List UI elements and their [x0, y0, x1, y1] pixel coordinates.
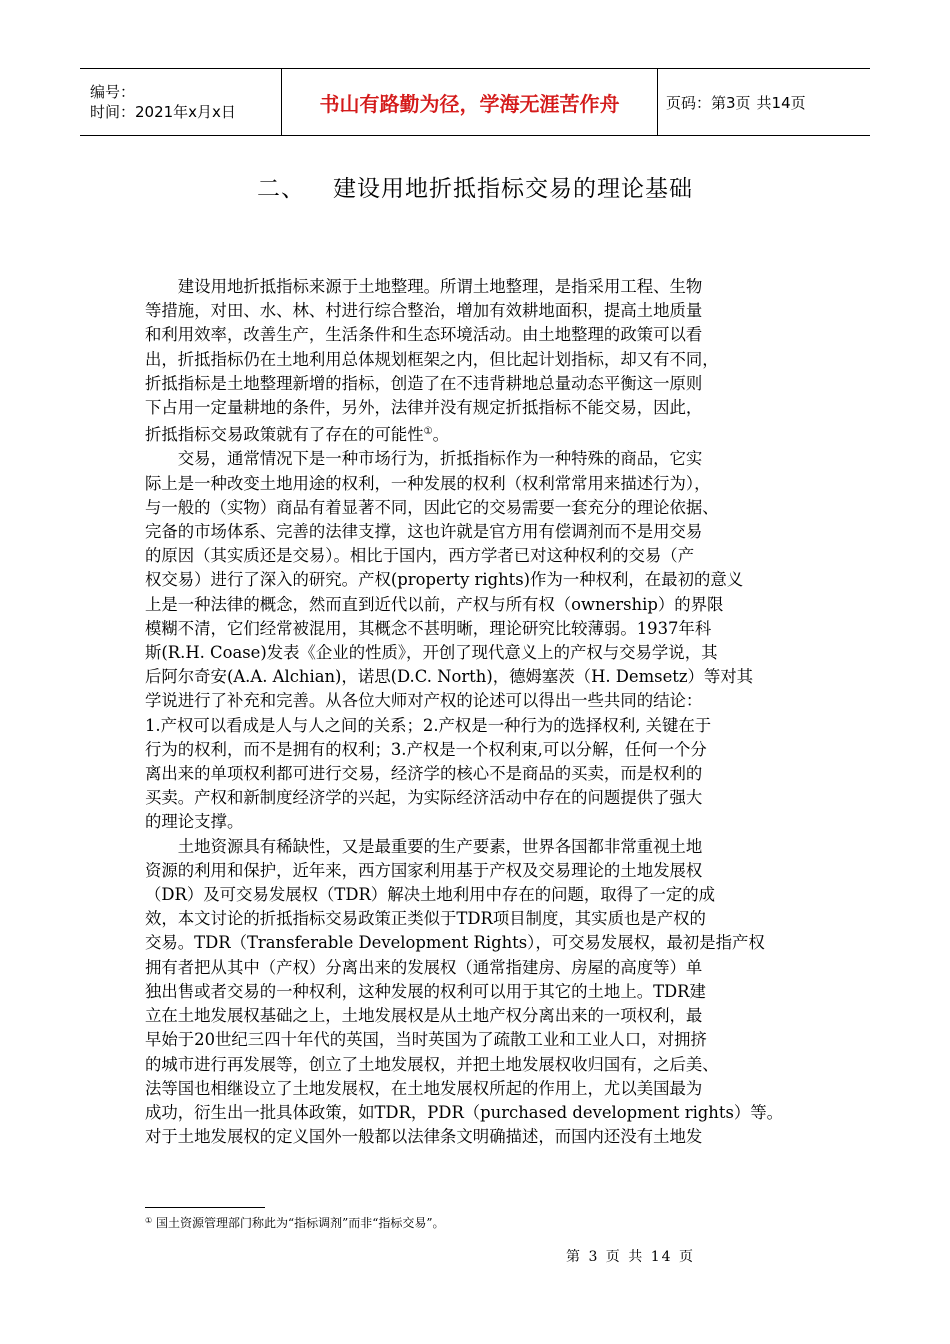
text-line: 效，本文讨论的折抵指标交易政策正类似于TDR项目制度，其实质也是产权的	[145, 909, 706, 929]
text-line: 等措施，对田、水、林、村进行综合整治，增加有效耕地面积，提高土地质量	[145, 301, 703, 321]
section-number: 二、	[257, 176, 305, 202]
footnote-text: 国土资源管理部门称此为“指标调剂”而非“指标交易”。	[156, 1216, 445, 1230]
text-line: 与一般的（实物）商品有着显著不同，因此它的交易需要一套充分的理论依据、	[145, 497, 719, 517]
text-line: 上是一种法律的概念，然而直到近代以前，产权与所有权（ownership）的界限	[145, 594, 724, 614]
text-line: 斯(R.H. Coase)发表《企业的性质》，开创了现代意义上的产权与交易学说，其	[145, 643, 718, 663]
number-label: 编号：	[90, 83, 136, 101]
header-meta	[80, 69, 282, 135]
text-line: 交易，通常情况下是一种市场行为，折抵指标作为一种特殊的商品，它实	[177, 449, 703, 469]
text-line: 土地资源具有稀缺性，又是最重要的生产要素，世界各国都非常重视土地	[177, 836, 703, 856]
text-line: 离出来的单项权利都可进行交易，经济学的核心不是商品的买卖，而是权利的	[145, 764, 703, 784]
footnote	[145, 1213, 445, 1231]
section-title	[0, 170, 950, 203]
text-line: 折抵指标是土地整理新增的指标，创造了在不违背耕地总量动态平衡这一原则	[145, 373, 703, 393]
text-line: 模糊不清，它们经常被混用，其概念不甚明晰，理论研究比较薄弱。1937年科	[145, 618, 712, 638]
text-fragment: 折抵指标交易政策就有了存在的可能性	[145, 425, 424, 445]
text-line: 资源的利用和保护，近年来，西方国家利用基于产权及交易理论的土地发展权	[145, 860, 703, 880]
text-line: 交易。TDR（Transferable Development Rights），可交易发展权，最初是指产权	[145, 933, 765, 953]
text-fragment: 。	[432, 425, 449, 445]
text-line: 学说进行了补充和完善。从各位大师对产权的论述可以得出一些共同的结论：	[145, 691, 703, 711]
section-title-text: 建设用地折抵指标交易的理论基础	[333, 176, 693, 202]
text-line: 的理论支撑。	[145, 812, 244, 832]
text-line: 出，折抵指标仍在土地利用总体规划框架之内，但比起计划指标，却又有不同，	[145, 349, 719, 369]
footnote-mark: ①	[145, 1216, 153, 1225]
text-line: （DR）及可交易发展权（TDR）解决土地利用中存在的问题，取得了一定的成	[145, 885, 716, 905]
text-line: 行为的权利，而不是拥有的权利；3.产权是一个权利束,可以分解，任何一个分	[145, 739, 707, 759]
footnote-divider	[145, 1207, 265, 1208]
text-line: 完备的市场体系、完善的法律支撑，这也许就是官方用有偿调剂而不是用交易	[145, 522, 703, 542]
text-line-last	[145, 420, 813, 447]
paragraph-2	[145, 447, 813, 834]
page-info-current: 页码：第3页	[666, 93, 751, 112]
date-label: 时间：2021年x月x日	[90, 103, 236, 121]
paragraph-1	[145, 275, 813, 447]
text-line: 建设用地折抵指标来源于土地整理。所谓土地整理，是指采用工程、生物	[177, 277, 703, 296]
page-info-total: 共14页	[756, 93, 806, 112]
text-line: 早始于20世纪三四十年代的英国，当时英国为了疏散工业和工业人口，对拥挤	[145, 1030, 707, 1050]
text-line: 法等国也相继设立了土地发展权，在土地发展权所起的作用上，尤以美国最为	[145, 1078, 703, 1098]
text-line: 独出售或者交易的一种权利，这种发展的权利可以用于其它的土地上。TDR建	[145, 981, 706, 1001]
text-line: 成功，衍生出一批具体政策，如TDR，PDR（purchased development rights）等。	[145, 1102, 784, 1122]
text-line: 的原因（其实质还是交易）。相比于国内，西方学者已对这种权利的交易（产	[145, 546, 695, 566]
paragraph-3	[145, 835, 813, 1150]
footnote-ref[interactable]: ①	[423, 426, 433, 438]
text-line: 际上是一种改变土地用途的权利，一种发展的权利（权利常常用来描述行为），	[145, 473, 711, 493]
text-line: 对于土地发展权的定义国外一般都以法律条文明确描述，而国内还没有土地发	[145, 1127, 703, 1147]
header-page-info	[658, 69, 870, 135]
text-line: 权交易）进行了深入的研究。产权(property rights)作为一种权利，在最初的意义	[145, 570, 744, 590]
header-motto: 书山有路勤为径，学海无涯苦作舟	[282, 69, 658, 135]
text-line: 拥有者把从其中（产权）分离出来的发展权（通常指建房、房屋的高度等）单	[145, 957, 703, 977]
body-text	[145, 275, 813, 1149]
page-footer: 第 3 页 共 14 页	[566, 1249, 695, 1265]
text-line: 1.产权可以看成是人与人之间的关系；2.产权是一种行为的选择权利, 关键在于	[145, 715, 712, 735]
text-line: 和利用效率，改善生产，生活条件和生态环境活动。由土地整理的政策可以看	[145, 325, 703, 345]
text-line: 后阿尔奇安(A.A. Alchian)，诺思(D.C. North)，德姆塞茨（H. Demsetz）等对其	[145, 667, 754, 687]
text-line: 买卖。产权和新制度经济学的兴起，为实际经济活动中存在的问题提供了强大	[145, 788, 703, 808]
text-line: 立在土地发展权基础之上，土地发展权是从土地产权分离出来的一项权利，最	[145, 1006, 703, 1026]
page-header	[80, 68, 870, 136]
text-line: 的城市进行再发展等，创立了土地发展权，并把土地发展权收归国有，之后美、	[145, 1054, 719, 1074]
text-line: 下占用一定量耕地的条件，另外，法律并没有规定折抵指标不能交易，因此，	[145, 398, 703, 418]
